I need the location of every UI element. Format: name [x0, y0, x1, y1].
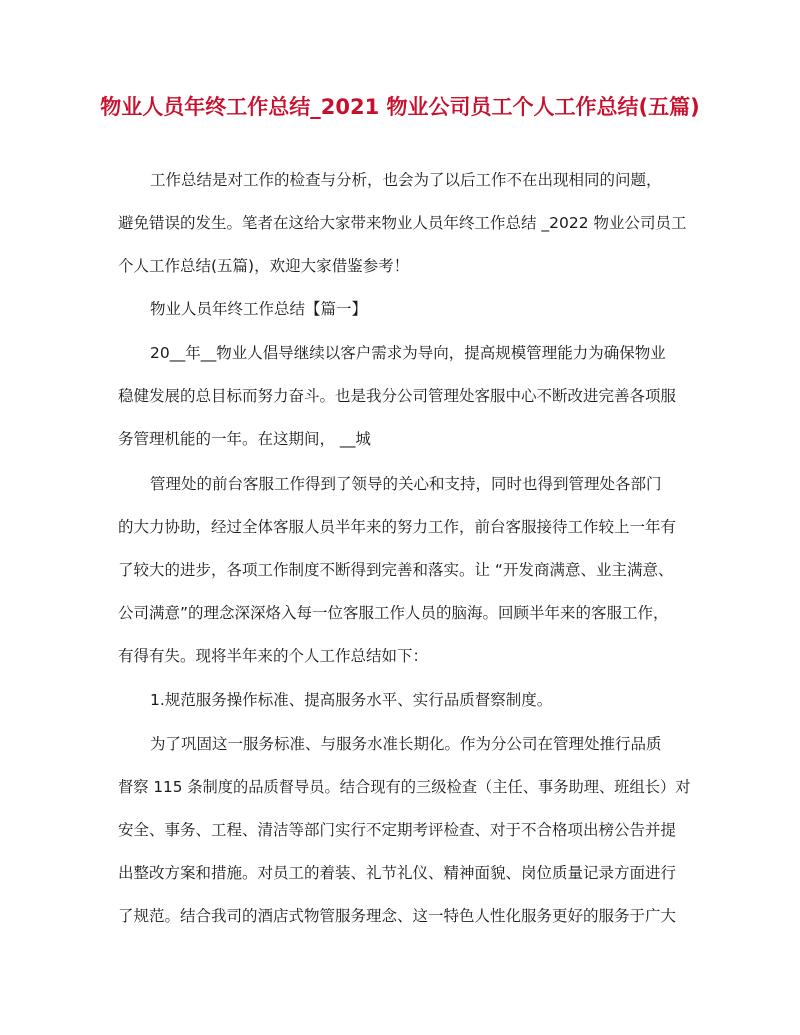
paragraph-line: 督察 115 条制度的品质督导员。结合现有的三级检查（主任、事务助理、班组长）对: [118, 778, 691, 796]
paragraph-line: 务管理机能的一年。在这期间， __城: [118, 430, 371, 448]
paragraph-line: 工作总结是对工作的检查与分析，也会为了以后工作不在出现相同的问题，: [150, 171, 662, 189]
paragraph-line: 稳健发展的总目标而努力奋斗。也是我分公司管理处客服中心不断改进完善各项服: [118, 387, 677, 405]
paragraph-line: 为了巩固这一服务标准、与服务水准长期化。作为分公司在管理处推行品质: [150, 735, 662, 753]
paragraph-line: 避免错误的发生。笔者在这给大家带来物业人员年终工作总结 _2022 物业公司员工: [118, 214, 687, 232]
paragraph-line: 20__年__物业人倡导继续以客户需求为导向，提高规模管理能力为确保物业: [150, 344, 666, 362]
numbered-item-text: 1.规范服务操作标准、提高服务水平、实行品质督察制度。: [150, 691, 553, 709]
document-title: 物业人员年终工作总结_2021 物业公司员工个人工作总结(五篇): [100, 95, 700, 119]
paragraph-line: 公司满意”的理念深深烙入每一位客服工作人员的脑海。回顾半年来的客服工作，: [118, 604, 669, 622]
paragraph-line: 个人工作总结(五篇)，欢迎大家借鉴参考！: [118, 257, 410, 275]
section-heading-text: 物业人员年终工作总结【篇一】: [150, 300, 368, 318]
paragraph-line: 管理处的前台客服工作得到了领导的关心和支持，同时也得到管理处各部门: [150, 475, 662, 493]
paragraph-line: 出整改方案和措施。对员工的着装、礼节礼仪、精神面貌、岗位质量记录方面进行: [118, 864, 677, 882]
paragraph-line: 有得有失。现将半年来的个人工作总结如下：: [118, 647, 429, 665]
paragraph-line: 的大力协助，经过全体客服人员半年来的努力工作，前台客服接待工作较上一年有: [118, 518, 677, 536]
paragraph-line: 了规范。结合我司的酒店式物管服务理念、这一特色人性化服务更好的服务于广大: [118, 907, 677, 925]
paragraph-line: 了较大的进步，各项工作制度不断得到完善和落实。让 “开发商满意、业主满意、: [118, 561, 674, 579]
paragraph-line: 安全、事务、工程、清洁等部门实行不定期考评检查、对于不合格项出榜公告并提: [118, 821, 677, 839]
